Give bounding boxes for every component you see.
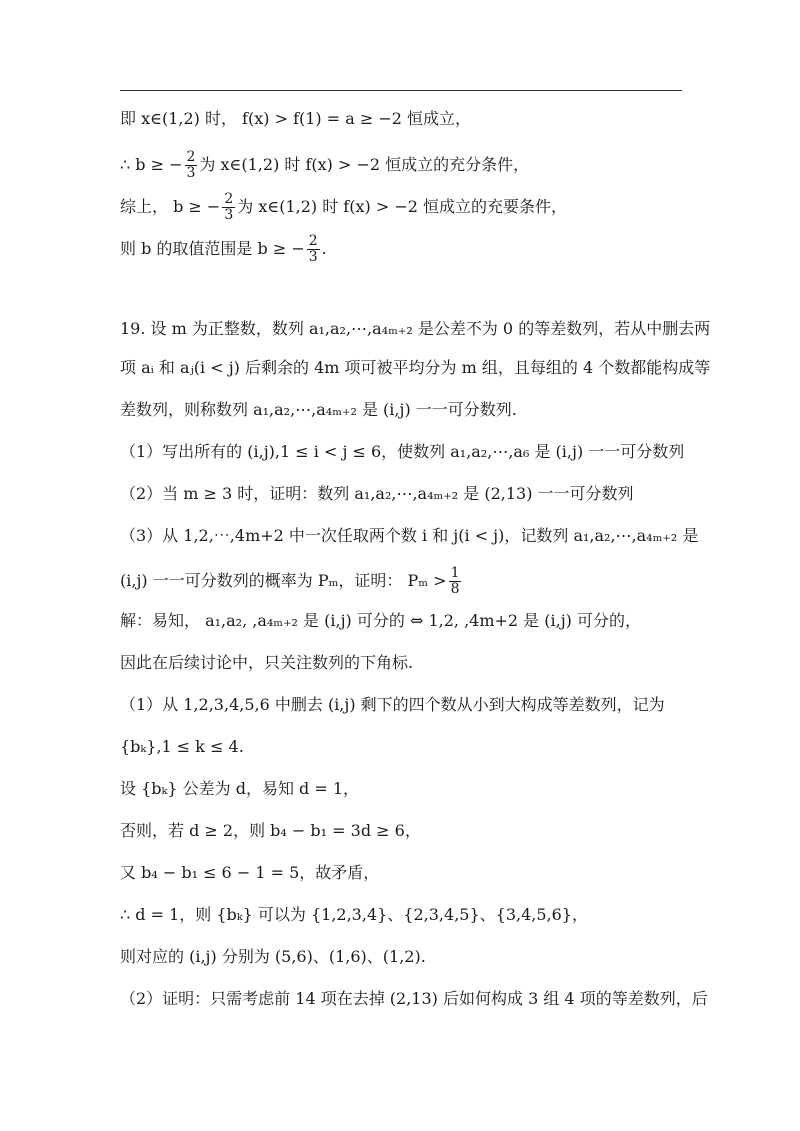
solution-line: 因此在后续讨论中，只关注数列的下角标. [120, 653, 414, 672]
header-rule [120, 90, 682, 91]
solution-line: 解：易知， a₁,a₂, ,a₄ₘ₊₂ 是 (i,j) 可分的 ⇔ 1,2, ,4m+2 是 (i,j) 可分的， [120, 611, 641, 630]
question-1: （1）写出所有的 (i,j),1 ≤ i < j ≤ 6，使数列 a₁,a₂,⋯,a₆ 是 (i,j) 一一可分数列 [120, 442, 685, 461]
fraction [307, 234, 320, 265]
text-segment: 则 b 的取值范围是 b ≥ − [120, 239, 305, 258]
question-3: （3）从 1,2,⋯,4m+2 中一次任取两个数 i 和 j(i < j)，记数列 a₁,a₂,⋯,a₄ₘ₊₂ 是 [120, 526, 699, 545]
fraction-numerator: 1 [450, 565, 460, 581]
text-segment: 为 x∈(1,2) 时 f(x) > −2 恒成立的充要条件， [237, 197, 567, 216]
text-line [120, 192, 685, 223]
fraction-denominator: 3 [186, 165, 196, 181]
solution-line: {bₖ},1 ≤ k ≤ 4. [120, 737, 244, 756]
text-segment: 综上， b ≥ − [120, 197, 221, 216]
text-segment: 为 x∈(1,2) 时 f(x) > −2 恒成立的充分条件， [199, 155, 530, 174]
solution-line: 又 b₄ − b₁ ≤ 6 − 1 = 5，故矛盾， [120, 863, 380, 882]
solution-line: 设 {bₖ} 公差为 d，易知 d = 1， [120, 779, 360, 798]
problem-19-line: 19. 设 m 为正整数，数列 a₁,a₂,⋯,a₄ₘ₊₂ 是公差不为 0 的等差数列，若从中删去两 [120, 319, 711, 338]
fraction [185, 150, 198, 181]
fraction [222, 192, 235, 223]
fraction-denominator: 8 [450, 581, 460, 597]
fraction-numerator: 2 [186, 149, 196, 165]
text-line [120, 150, 685, 181]
fraction-denominator: 3 [224, 207, 234, 223]
question-2: （2）当 m ≥ 3 时，证明：数列 a₁,a₂,⋯,a₄ₘ₊₂ 是 (2,13) 一一可分数列 [120, 484, 634, 503]
fraction-numerator: 2 [308, 233, 318, 249]
fraction-numerator: 2 [224, 191, 234, 207]
text-line: 即 x∈(1,2) 时， f(x) > f(1) = a ≥ −2 恒成立， [120, 109, 472, 128]
text-segment: (i,j) 一一可分数列的概率为 Pₘ，证明： Pₘ > [120, 571, 447, 590]
fraction [449, 566, 462, 597]
fraction-denominator: 3 [308, 249, 318, 265]
solution-line: （2）证明：只需考虑前 14 项在去掉 (2,13) 后如何构成 3 组 4 项的等差数列，后 [120, 989, 708, 1008]
question-3-cont [120, 566, 685, 597]
text-line: 则 b 的取值范围是 b ≥ − $\frac{2}{3}$ . [120, 233, 327, 265]
problem-19-line: 项 aᵢ 和 aⱼ(i < j) 后剩余的 4m 项可被平均分为 m 组，且每组的 4 个数都能构成等 [120, 358, 711, 377]
problem-19-line: 差数列，则称数列 a₁,a₂,⋯,a₄ₘ₊₂ 是 (i,j) 一一可分数列. [120, 400, 517, 419]
solution-line: ∴ d = 1，则 {bₖ} 可以为 {1,2,3,4}、{2,3,4,5}、{3,4,5,6}， [120, 905, 588, 924]
solution-line: 则对应的 (i,j) 分别为 (5,6)、(1,6)、(1,2). [120, 947, 426, 966]
solution-line: 否则，若 d ≥ 2，则 b₄ − b₁ = 3d ≥ 6， [120, 821, 421, 840]
solution-line: （1）从 1,2,3,4,5,6 中删去 (i,j) 剩下的四个数从小到大构成等差数列，记为 [120, 695, 665, 714]
text-segment: ∴ b ≥ − [120, 155, 183, 174]
